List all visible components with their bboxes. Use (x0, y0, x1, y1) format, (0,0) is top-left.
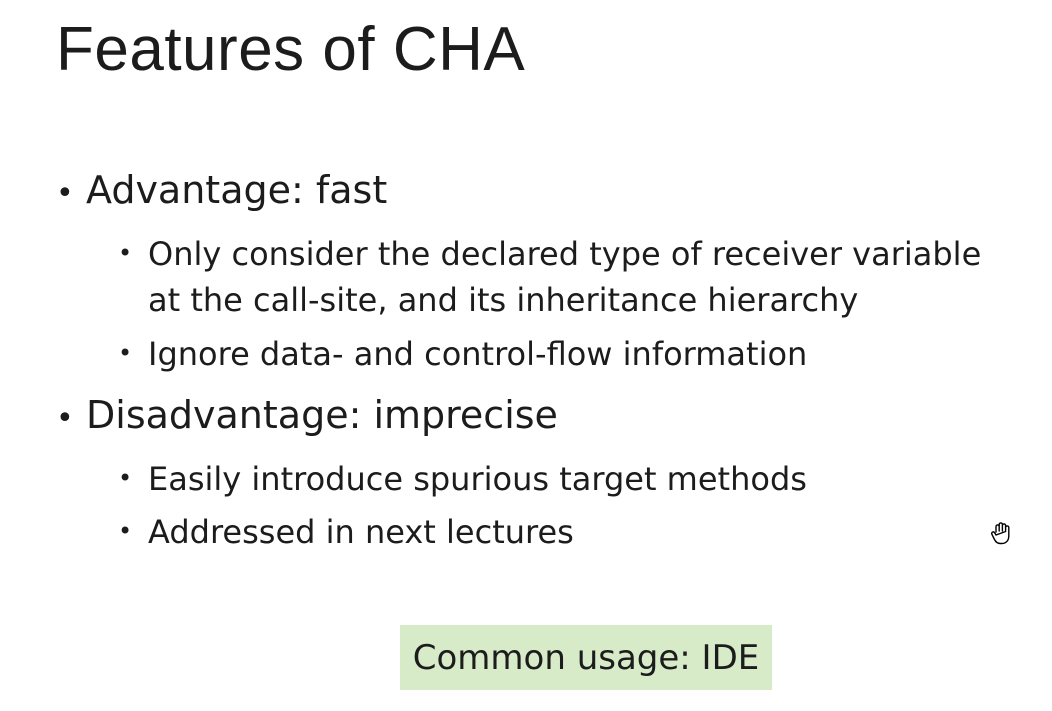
bullet-dot: • (118, 339, 133, 367)
sub-bullet-declared-type (118, 230, 981, 323)
common-usage-callout: Common usage: IDE (400, 625, 772, 690)
sub-bullet-spurious-targets (118, 455, 807, 502)
bullet-dot: • (118, 464, 133, 492)
sub-bullet-text-line1: Only consider the declared type of receiver variable (148, 235, 982, 273)
bullet-dot: • (56, 176, 74, 211)
bullet-text: Disadvantage: imprecise (86, 393, 558, 437)
sub-bullet-ignore-flow (118, 330, 807, 377)
bullet-dot: • (118, 239, 133, 267)
sub-bullet-next-lectures (118, 508, 574, 555)
sub-bullet-text: Easily introduce spurious target methods (148, 460, 807, 498)
bullet-text: Advantage: fast (86, 168, 388, 212)
bullet-advantage (56, 168, 387, 212)
sub-bullet-text: Addressed in next lectures (148, 513, 574, 551)
sub-bullet-text-line2: at the call-site, and its inheritance hierarchy (148, 281, 859, 319)
slide-title: Features of CHA (56, 15, 526, 84)
bullet-disadvantage (56, 393, 558, 437)
bullet-dot: • (56, 401, 74, 436)
bullet-dot: • (118, 517, 133, 545)
sub-bullet-text: Ignore data- and control-flow information (148, 335, 808, 373)
hand-cursor-icon (988, 518, 1018, 548)
